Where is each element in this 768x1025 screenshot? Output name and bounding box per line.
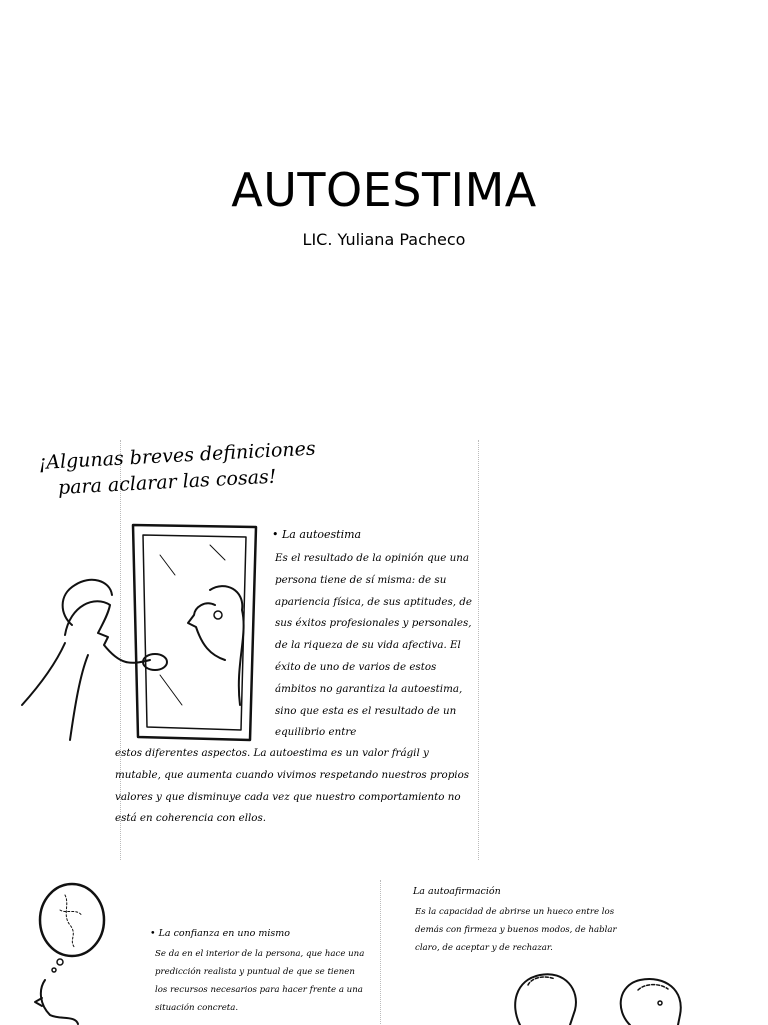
panel-edge-left (380, 880, 381, 1024)
scan-edge-right (478, 440, 479, 860)
scanned-page (0, 430, 768, 1024)
panel-confianza (30, 880, 370, 1024)
thought-bubble-illustration (30, 880, 140, 1024)
title-slide (0, 0, 768, 420)
panel-autoafirmacion (380, 880, 710, 1024)
mirror-illustration (10, 515, 270, 745)
autoestima-text-wide: estos diferentes aspectos. La autoestima es un valor frágil y mutable, que aumenta cuando vivimos respetando nuestros propios valores y que disminuye cada vez que nuestro comportamiento no está en coherencia con ellos. (115, 747, 470, 825)
confianza-text: Se da en el interior de la persona, que hace una predicción realista y puntual de que se tienen los recursos necesarios para hacer frente a una situación concreta. (155, 949, 365, 1013)
scan-heading (38, 435, 318, 501)
autoafirmacion-text: Es la capacidad de abrirse un hueco entre los demás con firmeza y buenos modos, de hablar claro, de aceptar y de rechazar. (415, 907, 617, 953)
autoestima-title: • La autoestima (272, 528, 362, 541)
confianza-title: • La confianza en uno mismo (150, 928, 290, 939)
two-people-illustration (500, 965, 710, 1025)
autoestima-text-narrow: Es el resultado de la opinión que una persona tiene de sí misma: de su apariencia física, de sus aptitudes, de sus éxitos profesionales y personales, de la riqueza de su vida afectiva. El éxito de uno de varios de estos ámbitos no garantiza la autoestima, sino que esta es el resultado de un equilibrio entre (275, 552, 472, 739)
slide-title: AUTOESTIMA (231, 163, 537, 217)
autoafirmacion-title: La autoafirmación (413, 886, 501, 897)
scan-heading-line1: ¡Algunas breves definiciones (38, 437, 317, 474)
scan-heading-line2: para aclarar las cosas! (57, 465, 277, 499)
slide-subtitle: LIC. Yuliana Pacheco (302, 230, 466, 249)
